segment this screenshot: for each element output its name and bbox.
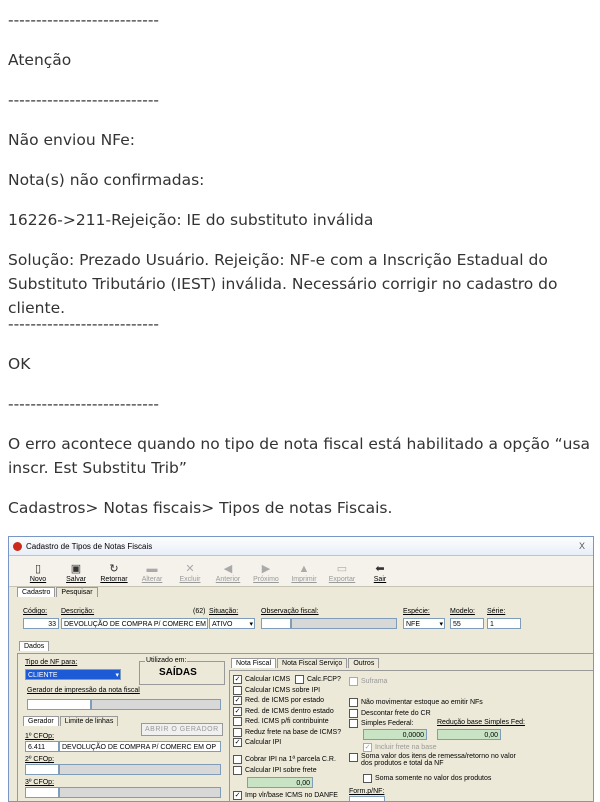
window-title: Cadastro de Tipos de Notas Fiscais: [26, 541, 153, 551]
cfop1-desc: DEVOLUÇÃO DE COMPRA P/ COMERC EM OP: [59, 741, 221, 752]
descricao-field[interactable]: DEVOLUÇÃO DE COMPRA P/ COMERC EM: [61, 618, 208, 629]
obs-desc-field: [291, 618, 397, 629]
obs-label: Observação fiscal:: [261, 608, 319, 615]
checkbox[interactable]: ✓: [234, 707, 241, 715]
app-icon: [13, 542, 22, 551]
cfop3-field[interactable]: [25, 787, 59, 798]
serie-label: Série:: [487, 608, 506, 615]
rejection-text: 16226->211-Rejeição: IE do substituto inválida: [8, 211, 374, 229]
return-icon: ↻: [109, 563, 119, 575]
toolbar-anterior-button[interactable]: [209, 563, 247, 586]
tab-cadastro[interactable]: Cadastro: [17, 587, 55, 597]
reducao-value[interactable]: 0,00: [437, 729, 501, 740]
toolbar-novo-button[interactable]: [19, 563, 57, 586]
toolbar-label: Exportar: [328, 576, 356, 583]
toolbar: [9, 556, 593, 587]
nf-tabs: [231, 658, 380, 668]
cobrar-ipi-check[interactable]: Cobrar IPI na 1ª parcela C.R.: [233, 755, 336, 764]
tab-dados[interactable]: Dados: [19, 641, 49, 651]
gerador-tabs: [23, 716, 119, 726]
checkbox[interactable]: ✓: [234, 676, 241, 683]
char-count: (62): [193, 608, 206, 615]
form-nf-label: Form.p/NF:: [349, 788, 385, 795]
tab-outros[interactable]: Outros: [348, 658, 379, 668]
check-label: Não movimentar estoque ao emitir NFs: [361, 699, 483, 706]
checkbox[interactable]: [349, 698, 358, 707]
delete-icon: ✕: [185, 563, 195, 575]
calc-fcp-check[interactable]: Calc.FCP?: [295, 675, 341, 684]
separator: ---------------------------: [8, 91, 160, 109]
exit-icon: ⬅: [375, 563, 385, 575]
toolbar-label: Excluir: [179, 576, 201, 583]
screenshot-window: [8, 536, 594, 802]
toolbar-alterar-button[interactable]: [133, 563, 171, 586]
next-icon: ▶: [261, 563, 271, 575]
checkbox[interactable]: [349, 719, 358, 728]
icms-check-0[interactable]: [233, 675, 290, 684]
simples-value[interactable]: 0,0000: [363, 729, 427, 740]
checkbox[interactable]: ✓: [234, 739, 241, 746]
icms-check-1[interactable]: [233, 686, 320, 695]
icms-check-5[interactable]: [233, 728, 341, 737]
soma-valor-check[interactable]: Soma valor dos itens de remessa/retorno no valor dos produtos e total da NF: [349, 753, 521, 767]
icms-check-4[interactable]: [233, 717, 329, 726]
icms-check-2[interactable]: [233, 696, 324, 705]
toolbar-label: Novo: [29, 576, 47, 583]
toolbar-imprimir-button[interactable]: [285, 563, 323, 586]
toolbar-retornar-button[interactable]: [95, 563, 133, 586]
check-label: Red. ICMS p/fi contribuinte: [245, 718, 329, 725]
new-icon: ▯: [34, 563, 42, 575]
toolbar-label: Sair: [373, 576, 387, 583]
cause-text: O erro acontece quando no tipo de nota fiscal está habilitado a opção “usa inscr. Est Substitu Trib”: [8, 435, 591, 477]
cfop2-desc: [59, 764, 221, 775]
codigo-label: Código:: [23, 608, 48, 615]
imp-base-check[interactable]: ✓ Imp vlr/base ICMS no DANFE: [234, 792, 338, 799]
toolbar-label: Anterior: [215, 576, 241, 583]
check-label: Calcular ICMS: [245, 676, 291, 683]
option-check-1[interactable]: [349, 709, 431, 718]
icms-check-6[interactable]: [233, 738, 281, 747]
option-check-2[interactable]: [349, 719, 414, 728]
modelo-field[interactable]: 55: [450, 618, 484, 629]
toolbar-exportar-button[interactable]: [323, 563, 361, 586]
toolbar-label: Retornar: [100, 576, 128, 583]
gerador-code[interactable]: [27, 699, 91, 710]
especie-label: Espécie:: [403, 608, 430, 615]
tab-limite[interactable]: Limite de linhas: [60, 716, 119, 726]
ok-text: OK: [8, 355, 31, 373]
situacao-select[interactable]: ATIVO ▾: [209, 618, 255, 629]
not-confirmed-text: Nota(s) não confirmadas:: [8, 171, 205, 189]
form-nf-field[interactable]: [349, 796, 385, 802]
toolbar-próximo-button[interactable]: [247, 563, 285, 586]
obs-code-field[interactable]: [261, 618, 291, 629]
abrir-gerador-button[interactable]: ABRIR O GERADOR: [141, 723, 223, 736]
export-icon: ▭: [336, 563, 348, 575]
frete-value[interactable]: 0,00: [247, 777, 313, 788]
checkbox[interactable]: [233, 728, 242, 737]
toolbar-label: Alterar: [141, 576, 163, 583]
incluir-frete-check[interactable]: ✓ Incluir frete na base: [364, 744, 437, 751]
tab-gerador[interactable]: Gerador: [23, 716, 59, 726]
toolbar-sair-button[interactable]: [361, 563, 399, 586]
icms-check-3[interactable]: [233, 707, 334, 716]
check-label: Calcular ICMS sobre IPI: [245, 686, 321, 694]
checkbox[interactable]: [233, 686, 242, 695]
check-label: Red. de ICMS dentro estado: [245, 707, 334, 715]
save-icon: ▣: [70, 563, 82, 575]
edit-icon: ▬: [146, 563, 158, 575]
tipo-select[interactable]: CLIENTE ▾: [25, 669, 121, 680]
prev-icon: ◀: [223, 563, 233, 575]
modelo-label: Modelo:: [450, 608, 475, 615]
no-nfe-text: Não enviou NFe:: [8, 131, 135, 149]
cfop3-label: 3º CFOp:: [25, 779, 55, 786]
top-tabs: [17, 587, 99, 597]
soma-somente-check[interactable]: Soma somente no valor dos produtos: [363, 774, 491, 783]
cfop2-label: 2º CFOp:: [25, 756, 55, 763]
cfop3-desc: [59, 787, 221, 798]
check-label: Simples Federal:: [361, 720, 414, 727]
tab-nota-fiscal-servico[interactable]: Nota Fiscal Serviço: [277, 658, 347, 668]
check-label: Reduz frete na base de ICMS?: [245, 728, 342, 736]
tipo-label: Tipo de NF para:: [25, 659, 78, 666]
tab-pesquisar[interactable]: Pesquisar: [56, 587, 97, 597]
separator: ---------------------------: [8, 11, 160, 29]
toolbar-label: Próximo: [253, 576, 279, 583]
separator: ---------------------------: [8, 315, 160, 333]
calc-ipi-frete-check[interactable]: Calcular IPI sobre frete: [233, 766, 317, 775]
utilizado-label: Utilizado em:: [146, 657, 187, 664]
gerador-label: Gerador de impressão da nota fiscal: [27, 687, 140, 694]
check-label: Calcular IPI: [245, 739, 282, 746]
gerador-desc: [91, 699, 221, 710]
toolbar-salvar-button[interactable]: [57, 563, 95, 586]
attention-text: Atenção: [8, 51, 72, 69]
checkbox[interactable]: [349, 709, 358, 718]
dados-tabs: [19, 641, 50, 651]
especie-select[interactable]: NFE ▾: [403, 618, 445, 629]
toolbar-label: Imprimir: [291, 576, 317, 583]
tab-nota-fiscal[interactable]: Nota Fiscal: [231, 658, 276, 668]
cfop1-field[interactable]: 6.411: [25, 741, 59, 752]
check-label: Descontar frete do CR: [361, 710, 431, 717]
checkbox[interactable]: [233, 717, 242, 726]
menu-path-text: Cadastros> Notas fiscais> Tipos de notas Fiscais.: [8, 499, 393, 517]
cfop1-label: 1º CFOp:: [25, 733, 55, 740]
checkbox[interactable]: ✓: [234, 697, 241, 704]
check-label: Red. de ICMS por estado: [245, 697, 324, 704]
descricao-label: Descrição:: [61, 608, 95, 615]
suframa-check[interactable]: Suframa: [349, 677, 387, 686]
solution-text: Solução: Prezado Usuário. Rejeição: NF-e com a Inscrição Estadual do Substituto Tributário (IEST) inválida. Necessário corrigir no cadastro do cliente.: [8, 251, 558, 317]
reducao-label: Redução base Simples Fed:: [437, 719, 525, 726]
close-icon[interactable]: X: [578, 541, 585, 551]
option-check-0[interactable]: [349, 698, 483, 707]
separator: ---------------------------: [8, 395, 160, 413]
print-icon: ▲: [298, 563, 310, 575]
utilizado-value: SAÍDAS: [159, 667, 197, 678]
title-bar: [9, 537, 593, 556]
situacao-label: Situação:: [209, 608, 239, 615]
toolbar-label: Salvar: [66, 576, 86, 583]
toolbar-excluir-button[interactable]: [171, 563, 209, 586]
codigo-field[interactable]: 33: [23, 618, 59, 629]
serie-field[interactable]: 1: [487, 618, 521, 629]
cfop2-field[interactable]: [25, 764, 59, 775]
